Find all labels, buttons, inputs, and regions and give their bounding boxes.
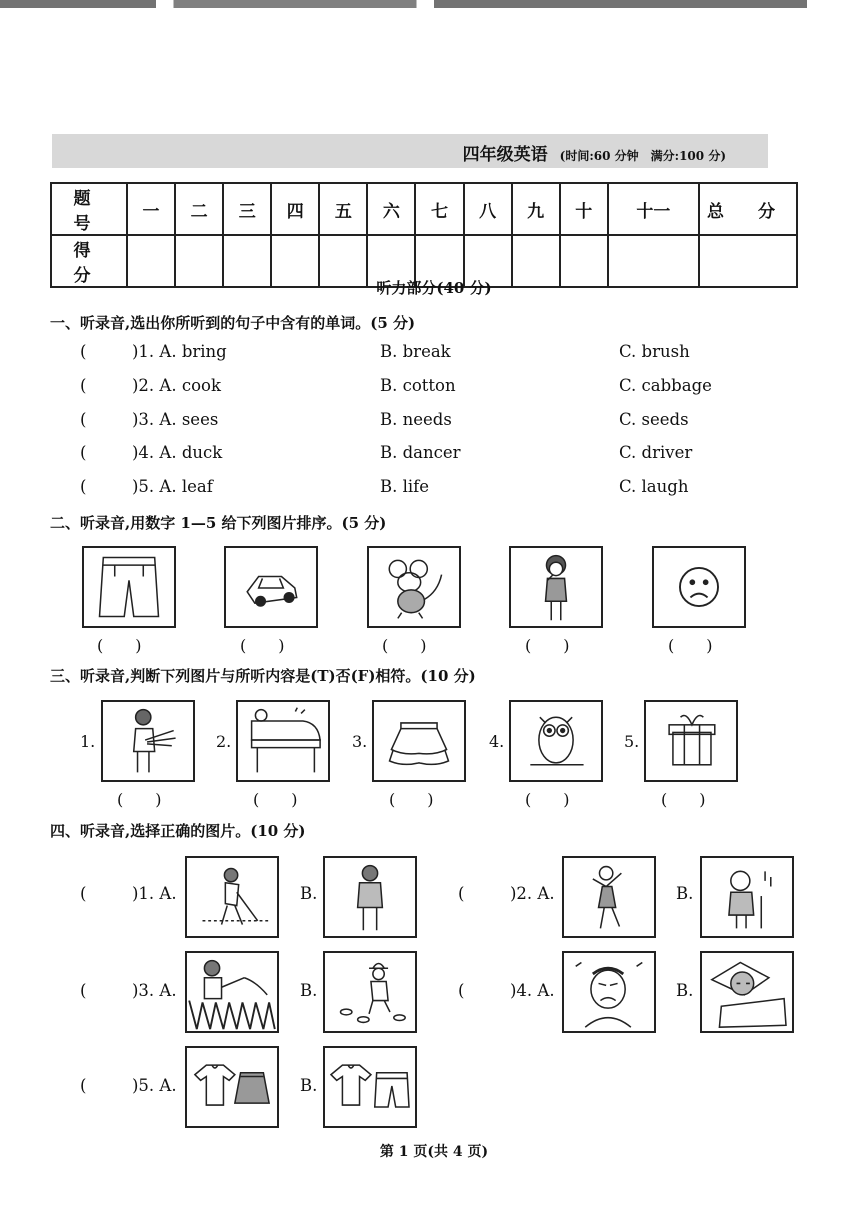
- man-sweeping-icon: [185, 856, 279, 938]
- section1-item-1: [80, 342, 690, 361]
- option-b-label: B.: [300, 981, 318, 1000]
- page-subtitle: (时间:60 分钟 满分:100 分): [559, 149, 726, 163]
- boy-standing-icon: [323, 856, 417, 938]
- option-a: )2. A. cook: [132, 376, 221, 395]
- answer-blank[interactable]: (: [80, 443, 87, 462]
- page-footer: 第 1 页(共 4 页): [379, 1144, 489, 1160]
- item-number: 4.: [489, 732, 505, 751]
- girl-singing-icon: [700, 856, 794, 938]
- score-col-11: 十一: [608, 183, 699, 235]
- answer-blank[interactable]: (: [80, 884, 87, 903]
- shorts-icon: [82, 546, 176, 628]
- option-b: B. life: [380, 477, 430, 496]
- score-col-6: 六: [367, 183, 415, 235]
- answer-blank[interactable]: ( ): [661, 790, 706, 809]
- option-b: B. needs: [380, 410, 452, 429]
- section2-title: 二、听录音,用数字 1—5 给下列图片排序。(5 分): [50, 514, 387, 532]
- woman-watering-icon: [185, 951, 279, 1033]
- answer-blank[interactable]: (: [458, 981, 465, 1000]
- girl-icon: [509, 546, 603, 628]
- section1-item-4: [80, 443, 693, 462]
- tshirt-shorts-icon: [323, 1046, 417, 1128]
- section1-item-2: [80, 376, 712, 395]
- title-text: [463, 140, 726, 165]
- score-col-8: 八: [464, 183, 512, 235]
- option-b-label: B.: [300, 884, 318, 903]
- answer-blank[interactable]: ( ): [117, 790, 162, 809]
- score-col-9: 九: [512, 183, 560, 235]
- score-col-1: 一: [127, 183, 175, 235]
- answer-blank[interactable]: ( ): [389, 790, 434, 809]
- section4-item-4: [458, 981, 555, 1000]
- answer-blank[interactable]: ( ): [668, 636, 713, 655]
- option-a: )4. A. duck: [132, 443, 223, 462]
- option-a-label: )1. A.: [132, 884, 177, 903]
- piano-icon: [236, 700, 330, 782]
- section1-item-3: [80, 410, 689, 429]
- item-number: 5.: [624, 732, 640, 751]
- score-table: [50, 182, 798, 288]
- score-col-7: 七: [415, 183, 463, 235]
- car-icon: [224, 546, 318, 628]
- option-b-label: B.: [676, 884, 694, 903]
- skirt-icon: [372, 700, 466, 782]
- answer-blank[interactable]: (: [80, 342, 87, 361]
- option-b-label: B.: [300, 1076, 318, 1095]
- girl-dancing-icon: [562, 856, 656, 938]
- option-c: C. brush: [619, 342, 690, 361]
- score-total-label: 总 分: [699, 183, 797, 235]
- gift-box-icon: [644, 700, 738, 782]
- option-b: B. cotton: [380, 376, 456, 395]
- answer-blank[interactable]: (: [458, 884, 465, 903]
- answer-blank[interactable]: (: [80, 1076, 87, 1095]
- option-a: )3. A. sees: [132, 410, 219, 429]
- boy-with-grass-icon: [101, 700, 195, 782]
- option-c: C. laugh: [619, 477, 689, 496]
- item-number: 1.: [80, 732, 96, 751]
- option-b: B. dancer: [380, 443, 461, 462]
- answer-blank[interactable]: (: [80, 477, 87, 496]
- score-col-4: 四: [271, 183, 319, 235]
- top-decorative-strip: [0, 0, 868, 8]
- angry-man-icon: [562, 951, 656, 1033]
- answer-blank[interactable]: ( ): [382, 636, 427, 655]
- score-col-3: 三: [223, 183, 271, 235]
- answer-blank[interactable]: ( ): [525, 790, 570, 809]
- section1-item-5: [80, 477, 689, 496]
- option-a-label: )2. A.: [510, 884, 555, 903]
- answer-blank[interactable]: (: [80, 981, 87, 1000]
- owl-icon: [509, 700, 603, 782]
- section4-item-5: [80, 1076, 177, 1095]
- score-header-label: 题 号: [51, 183, 127, 235]
- section4-item-2: [458, 884, 555, 903]
- option-a-label: )3. A.: [132, 981, 177, 1000]
- section3-title: 三、听录音,判断下列图片与所听内容是(T)否(F)相符。(10 分): [50, 667, 476, 685]
- answer-blank[interactable]: (: [80, 410, 87, 429]
- girl-sleeping-icon: [700, 951, 794, 1033]
- answer-blank[interactable]: ( ): [240, 636, 285, 655]
- score-col-5: 五: [319, 183, 367, 235]
- section4-title: 四、听录音,选择正确的图片。(10 分): [50, 822, 306, 840]
- boy-planting-icon: [323, 951, 417, 1033]
- option-a: )1. A. bring: [132, 342, 227, 361]
- answer-blank[interactable]: ( ): [253, 790, 298, 809]
- answer-blank[interactable]: ( ): [97, 636, 142, 655]
- item-number: 2.: [216, 732, 232, 751]
- mouse-icon: [367, 546, 461, 628]
- section1-title: 一、听录音,选出你所听到的句子中含有的单词。(5 分): [50, 314, 416, 332]
- section4-item-3: [80, 981, 177, 1000]
- option-c: C. cabbage: [619, 376, 712, 395]
- part-title: 听力部分(40 分): [376, 279, 492, 297]
- section4-item-1: [80, 884, 177, 903]
- option-a-label: )4. A.: [510, 981, 555, 1000]
- option-c: C. driver: [619, 443, 693, 462]
- item-number: 3.: [352, 732, 368, 751]
- tshirt-skirt-icon: [185, 1046, 279, 1128]
- title-bar: [52, 134, 768, 168]
- score-table-header-row: [51, 183, 797, 235]
- option-c: C. seeds: [619, 410, 689, 429]
- option-a: )5. A. leaf: [132, 477, 213, 496]
- option-b: B. break: [380, 342, 451, 361]
- option-b-label: B.: [676, 981, 694, 1000]
- answer-blank[interactable]: ( ): [525, 636, 570, 655]
- score-col-10: 十: [560, 183, 608, 235]
- score-col-2: 二: [175, 183, 223, 235]
- sad-face-icon: [652, 546, 746, 628]
- page-title: 四年级英语: [462, 145, 548, 165]
- option-a-label: )5. A.: [132, 1076, 177, 1095]
- score-row-label: 得 分: [51, 235, 127, 287]
- answer-blank[interactable]: (: [80, 376, 87, 395]
